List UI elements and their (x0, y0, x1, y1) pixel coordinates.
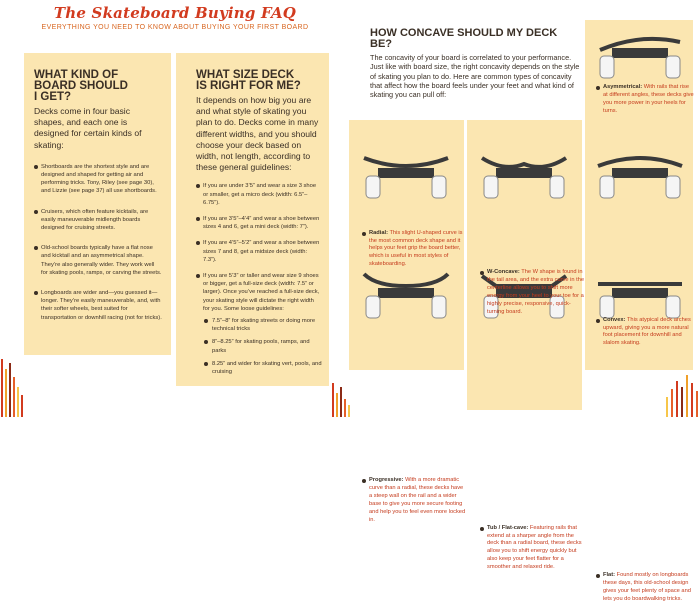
concave-wconcave-name: W-Concave: (487, 269, 520, 276)
kinds-item: Longboards are wider and—you guessed it—longer. They’re easily maneuverable, and, with their softer wheels, best suited for transportation or downhill racing (not for tricks). (34, 289, 162, 322)
size-heading: WHAT SIZE DECK IS RIGHT FOR ME? (196, 69, 301, 92)
kinds-item: Old-school boards typically have a flat nose and kicktail and an asymmetrical shape. They’re also generally wider. They work well for skating pools, ramps, or carving the streets. (34, 244, 162, 277)
page-subtitle: EVERYTHING YOU NEED TO KNOW ABOUT BUYING YOUR FIRST BOARD (41, 24, 309, 31)
kinds-item: Shortboards are the shortest style and are designed and shaped for getting air and performing tricks. Tony, Riley (see page 30), and Lizzie (see page 37) all use shortboards. (34, 163, 162, 196)
concave-progressive-text: With a more dramatic curve than a radial, these decks have a steep wall on the rail and a wider base to give you more secure footing and help you to feel even more locked in. (369, 477, 466, 523)
concave-convex (596, 317, 695, 349)
size-item: If you are under 3’5” and wear a size 3 shoe or smaller, get a micro deck (width: 6.5”–6.75”). (196, 182, 322, 207)
concave-wconcave-text: The W shape is found in the tail area, and the extra curve in the centerline allows you to shift more energy from your heel to your toe for a highly precise, responsive, quick-turning board. (487, 269, 585, 315)
size-section (196, 70, 322, 376)
deck-convex-illustration (590, 148, 690, 203)
size-subitem: 7.5”–8” for skating streets or doing more technical tricks (196, 317, 322, 333)
concave-progressive-name: Progressive: (369, 477, 404, 484)
concave-radial-name: Radial: (369, 229, 388, 236)
concave-asymmetrical-text: With rails that rise at different angles, these decks give you more power in your heels for turns. (603, 84, 694, 114)
concave-tubflat-name: Tub / Flat-cave: (487, 524, 529, 531)
concave-convex-text: This atypical deck arches upward, giving you a more natural foot placement for downhill and slalom skating. (603, 316, 691, 347)
concave-asymmetrical-name: Asymmetrical: (603, 84, 643, 90)
size-item: If you are 4’5”–5’2” and wear a shoe between sizes 7 and 8, get a midsize deck (width: 7.3”). (196, 239, 322, 264)
size-intro: It depends on how big you are and what style of skating you plan to do. Decks come in many different widths, and you should choose your deck based on width, not length, according to these general guidelines: (196, 95, 319, 173)
concave-wconcave (480, 269, 585, 316)
kinds-heading: WHAT KIND OF BOARD SHOULD I GET? (34, 69, 128, 103)
concave-asymmetrical (596, 84, 695, 116)
deck-progressive-illustration (356, 268, 456, 323)
deck-radial-illustration (356, 148, 456, 203)
concave-tubflat-text: Featuring rails that extend at a sharper angle from the deck than a radial board, these decks allow you to shift energy quickly but also keep your feet flatter for a smoother and relaxed ride. (487, 524, 582, 571)
page-title: The Skateboard Buying FAQ (53, 4, 297, 22)
deck-asymmetrical-illustration (590, 28, 690, 83)
deck-flat-illustration (590, 268, 690, 323)
size-item: If you are 3’5”–4’4” and wear a shoe between sizes 4 and 6, get a mini deck (width: 7”). (196, 215, 322, 231)
deck-wconcave-illustration (474, 148, 574, 203)
concave-tubflat (480, 525, 585, 572)
concave-flat-name: Flat: (603, 572, 616, 579)
concave-radial (362, 230, 467, 270)
concave-intro-section (370, 28, 582, 99)
concave-flat (596, 572, 695, 604)
concave-heading: HOW CONCAVE SHOULD MY DECK BE? (370, 27, 558, 50)
size-subitem: 8”–8.25” for skating pools, ramps, and parks (196, 338, 322, 354)
size-item: If you are 5’3” or taller and wear size 9 shoes or bigger, get a full-size deck (width: 7.5” or larger). Once you’ve reached a full-size deck, your skating style will dictate the right width for you. Some loose guidelines: (196, 272, 322, 313)
concave-radial-text: This slight U-shaped curve is the most common deck shape and it helps your feet grip the board better, which is useful in most styles of skateboarding. (369, 229, 463, 268)
decorative-stripes-mid (330, 381, 360, 417)
concave-flat-text: Found mostly on longboards these days, this old-school design gives your feet plenty of space and lets you do boardwalking tricks. (603, 572, 691, 602)
kinds-intro: Decks come in four basic shapes, and each one is designed for certain kinds of skating: (34, 106, 142, 150)
size-subitem: 8.25” and wider for skating vert, pools, and cruising (196, 360, 322, 376)
concave-progressive (362, 477, 467, 524)
kinds-section (34, 70, 162, 322)
decorative-stripes-right (664, 373, 700, 417)
decorative-stripes-left (0, 357, 24, 417)
concave-intro: The concavity of your board is correlated to your performance. Just like with board size, the right concavity depends on the style of skating you plan to do. Here are common types of concavity that affect how the board feels under your feet and what kind of skating you can pull off: (370, 53, 580, 100)
kinds-item: Cruisers, which often feature kicktails, are easily maneuverable midlength boards designed for cruising streets. (34, 208, 162, 233)
concave-convex-name: Convex: (603, 316, 626, 323)
